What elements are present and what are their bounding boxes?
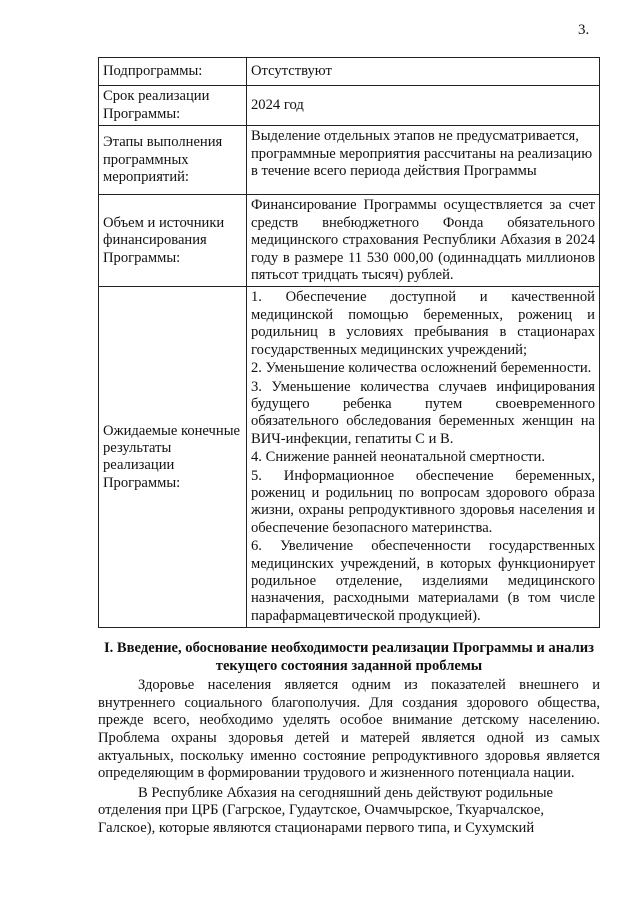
list-item: 1. Обеспечение доступной и качественной медицинской помощью беременных, рожениц и родильниц в условиях пребывания в стационарах государственных медицинских учреждений; xyxy=(251,289,595,358)
row-value: Финансирование Программы осуществляется за счет средств внебюджетного Фонда обязательного медицинского страхования Республики Абхазия в 2024 году в размере 11 530 000,00 (одиннадцать миллионов пятьсот тридцать тысяч) рублей. xyxy=(247,195,600,287)
results-list xyxy=(247,287,600,628)
row-label: Подпрограммы: xyxy=(99,58,247,86)
list-item: 5. Информационное обеспечение беременных, рожениц и родильниц по вопросам здорового образа жизни, охраны репродуктивного здоровья населения и обеспечение безопасного материнства. xyxy=(251,467,595,536)
paragraph: Здоровье населения является одним из показателей внешнего и внутреннего социального благополучия. Для создания здорового общества, прежде всего, необходимо уделять особое внимание детскому населению. Проблема охраны здоровья детей и матерей является одной из самых актуальных, поскольку именно состояние репродуктивного здоровья является определяющим в формировании трудового и жизненного потенциала нации. xyxy=(98,677,600,782)
introduction-section xyxy=(98,640,600,838)
row-label: Ожидаемые конечные результаты реализации Программы: xyxy=(99,287,247,628)
row-value: 2024 год xyxy=(247,86,600,126)
table-row xyxy=(99,58,600,86)
table-row xyxy=(99,126,600,195)
row-label: Срок реализации Программы: xyxy=(99,86,247,126)
list-item: 2. Уменьшение количества осложнений беременности. xyxy=(251,360,592,377)
table-row xyxy=(99,195,600,287)
row-label: Этапы выполнения программных мероприятий: xyxy=(99,126,247,195)
row-value: Отсутствуют xyxy=(247,58,600,86)
program-passport-table xyxy=(98,57,600,628)
row-value: Выделение отдельных этапов не предусматривается, программные мероприятия рассчитаны на реализацию в течение всего периода действия Программы xyxy=(247,126,600,195)
row-label: Объем и источники финансирования Программы: xyxy=(99,195,247,287)
list-item: 4. Снижение ранней неонатальной смертности. xyxy=(251,449,546,466)
paragraph: В Республике Абхазия на сегодняшний день действуют родильные отделения при ЦРБ (Гагрское, Гудаутское, Очамчырское, Ткуарчалское, Галское), которые являются стационарами первого типа, и Сухумский xyxy=(98,784,554,836)
table-row-results xyxy=(99,287,600,628)
list-item: 3. Уменьшение количества случаев инфицирования будущего ребенка путем своевременного обязательного обследования беременных женщин на ВИЧ-инфекции, гепатиты С и В. xyxy=(251,378,595,447)
page-number: 3. xyxy=(578,22,590,38)
section-title: I. Введение, обоснование необходимости реализации Программы и анализ текущего состояния заданной проблемы xyxy=(103,640,595,674)
table-row xyxy=(99,86,600,126)
list-item: 6. Увеличение обеспеченности государственных медицинских учреждений, в которых функционирует родильное отделение, изделиями медицинского назначения, расходными материалами (в том числе парафармацевтической продукцией). xyxy=(251,538,595,624)
